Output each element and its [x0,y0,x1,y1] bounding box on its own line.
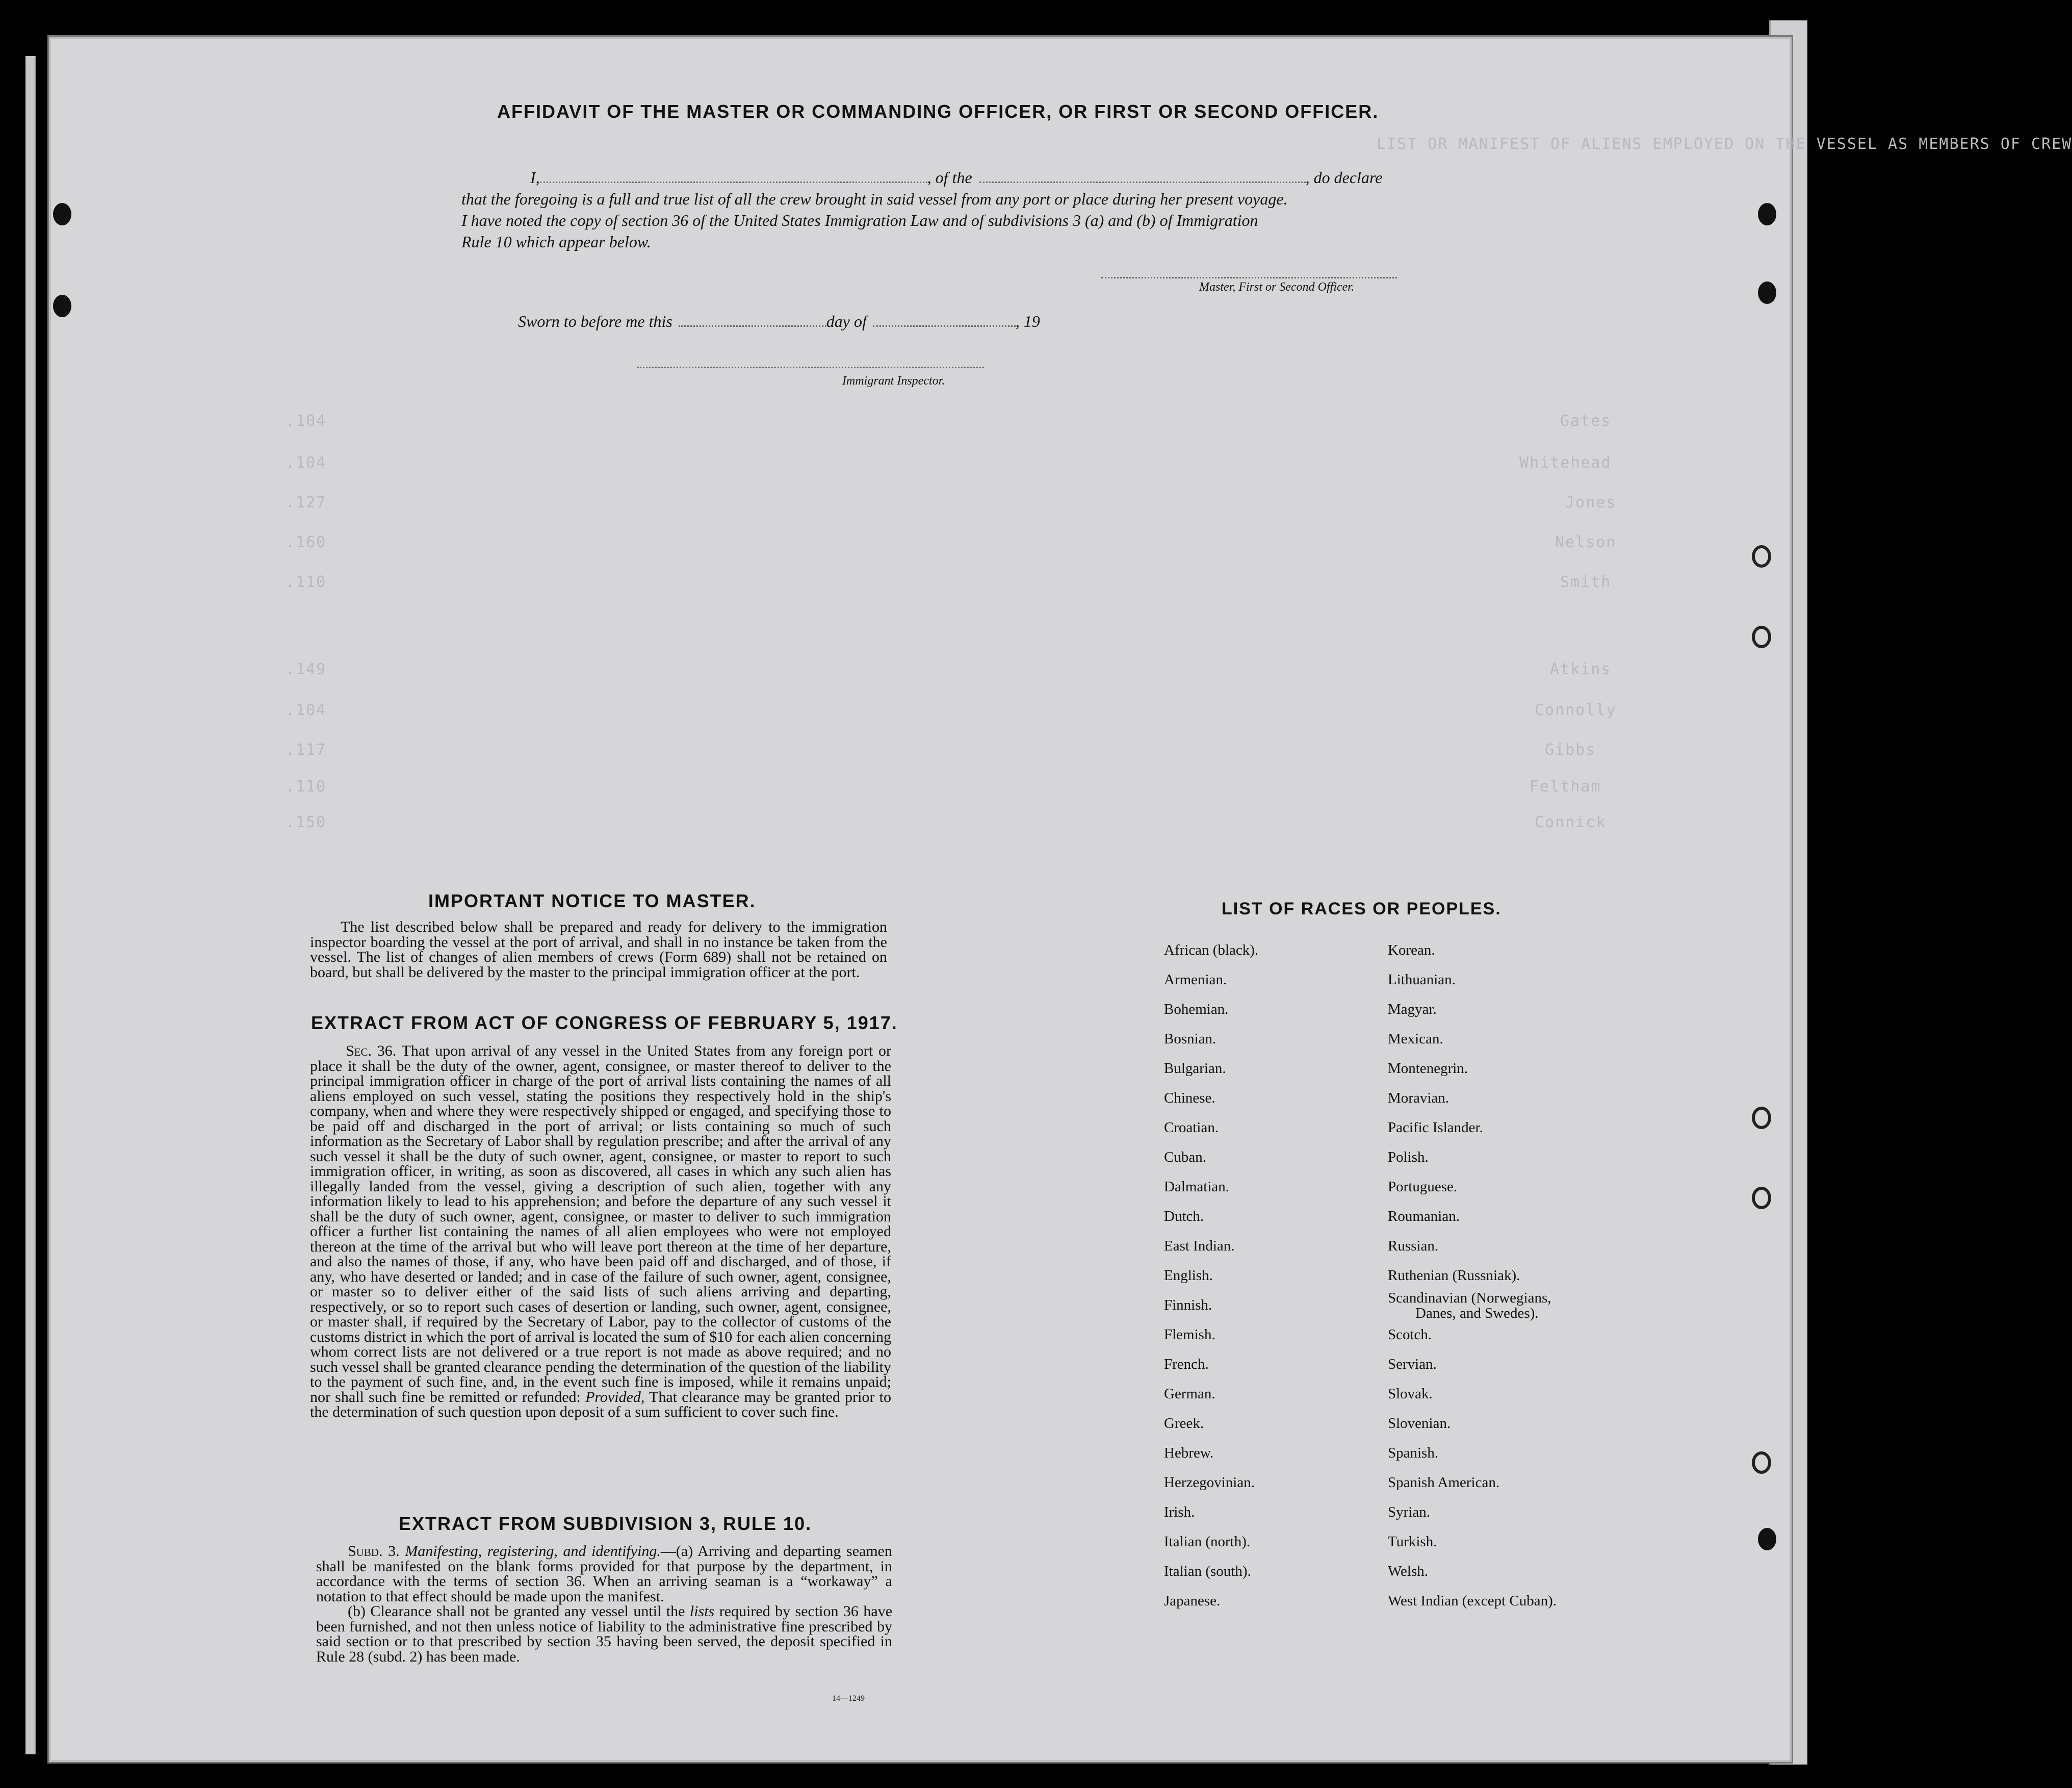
punch-hole [1758,282,1776,304]
punch-hole [1752,1187,1771,1209]
provided-label: Provided, [585,1388,645,1406]
subd-label: Subd. 3. [348,1543,400,1560]
subd-text-a: —(a) Arriving and departing seamen shall be manifested on the blank forms provided for that purpose by the department, in accordance with the terms of section 36. When an arriving seaman is a “workaway” a notation to that effect should be made upon the manifest. [316,1543,892,1605]
punch-hole [1752,545,1771,568]
sec-36-label: Sec. 36. [346,1042,397,1059]
race-item: Slovak. [1388,1386,1433,1402]
race-item: Japanese. [1164,1593,1221,1609]
race-item: Portuguese. [1388,1179,1458,1195]
name-blank[interactable] [540,181,927,183]
race-item: Flemish. [1164,1326,1215,1343]
race-item: Finnish. [1164,1297,1212,1313]
subd-lists-word: lists [689,1603,715,1620]
race-item: Russian. [1388,1238,1439,1254]
vessel-blank[interactable] [979,181,1306,183]
race-item: Spanish. [1388,1445,1439,1461]
rule-text [316,1544,892,1664]
race-item: Cuban. [1164,1149,1206,1165]
punch-hole [1752,1451,1771,1474]
rule-title: EXTRACT FROM SUBDIVISION 3, RULE 10. [399,1513,812,1534]
day-blank[interactable] [679,325,826,327]
act-title: EXTRACT FROM ACT OF CONGRESS OF FEBRUARY 5, 1917. [311,1012,898,1033]
do-declare-label: , do declare [1305,168,1383,187]
race-item: Dutch. [1164,1208,1204,1224]
race-item: Scotch. [1388,1326,1432,1343]
race-item: Croatian. [1164,1119,1219,1136]
sworn-label: Sworn to before me this [518,312,672,330]
race-item: Mexican. [1388,1031,1443,1047]
day-of-label: day of [826,312,867,330]
punch-hole [1758,203,1776,225]
race-item: Bulgarian. [1164,1060,1226,1077]
races-title: LIST OF RACES OR PEOPLES. [1222,899,1501,918]
race-item: East Indian. [1164,1238,1235,1254]
race-item: Bohemian. [1164,1001,1229,1017]
master-signature-blank[interactable] [1101,276,1397,278]
race-item: German. [1164,1386,1215,1402]
race-item: Servian. [1388,1356,1437,1372]
year-label: , 19 [1015,312,1040,330]
of-the-label: , of the [927,168,972,187]
sworn-line [518,312,1040,331]
sec-36-text-2: That clearance may be granted prior to the determination of such question upon deposit of a sum sufficient to cover such fine. [310,1388,892,1420]
rule-paragraph-a [316,1544,892,1604]
race-item: Irish. [1164,1504,1195,1520]
punch-hole [1752,626,1771,648]
act-text [310,1043,891,1420]
adjacent-page-edge-left [25,56,36,1754]
race-item: Pacific Islander. [1388,1119,1483,1136]
race-item: Italian (south). [1164,1563,1251,1579]
race-item: Roumanian. [1388,1208,1460,1224]
notice-title: IMPORTANT NOTICE TO MASTER. [428,890,756,911]
race-item: Armenian. [1164,972,1227,988]
document-page [49,37,1792,1762]
race-item: Moravian. [1388,1090,1449,1106]
month-blank[interactable] [873,325,1016,327]
punch-hole [1758,1528,1776,1550]
master-signature-label: Master, First or Second Officer. [1199,280,1354,294]
race-item-continued: Danes, and Swedes). [1415,1305,1539,1321]
race-item: Chinese. [1164,1090,1215,1106]
race-item: Scandinavian (Norwegians, [1388,1290,1551,1306]
race-item: Italian (north). [1164,1534,1251,1550]
subd-text-b-1: (b) Clearance shall not be granted any vessel until the [348,1603,685,1620]
notice-text: The list described below shall be prepared and ready for delivery to the immigration inspector boarding the vessel at the port of arrival, and shall in no instance be taken from the vessel. The list of changes of alien members of crews (Form 689) shall not be retained on board, but shall be delivered by the master to the principal immigration officer at the port. [310,918,887,981]
inspector-signature-label: Immigrant Inspector. [842,374,945,388]
race-item: Welsh. [1388,1563,1429,1579]
race-item: Dalmatian. [1164,1179,1230,1195]
race-item: Turkish. [1388,1534,1437,1550]
punch-hole [53,295,71,317]
punch-hole [1752,1107,1771,1129]
race-item: Slovenian. [1388,1415,1451,1432]
race-item: Spanish American. [1388,1474,1500,1491]
race-item: Bosnian. [1164,1031,1216,1047]
race-item: West Indian (except Cuban). [1388,1593,1557,1609]
subd-heading: Manifesting, registering, and identifying. [405,1543,661,1560]
affidavit-line-4: Rule 10 which appear below. [461,233,651,251]
affidavit-declaration-line [530,168,1382,187]
subd-text-b-2: required by section 36 have been furnished, and not then unless notice of liability to the administrative fine prescribed by said section or to that prescribed by section 35 having been served, the deposit specified in Rule 28 (subd. 2) has been made. [316,1603,893,1665]
race-item: Korean. [1388,942,1435,958]
race-item: African (black). [1164,942,1259,958]
inspector-signature-blank[interactable] [637,366,984,368]
affidavit-line-2: that the foregoing is a full and true list of all the crew brought in said vessel from any port or place during her present voyage. [461,190,1288,208]
form-number: 14—1249 [832,1694,865,1703]
rule-paragraph-b [316,1604,892,1664]
affidavit-i-label: I, [530,168,540,187]
race-item: Polish. [1388,1149,1429,1165]
race-item: Greek. [1164,1415,1204,1432]
race-item: Syrian. [1388,1504,1430,1520]
race-item: Ruthenian (Russniak). [1388,1267,1520,1284]
affidavit-title: AFFIDAVIT OF THE MASTER OR COMMANDING OFFICER, OR FIRST OR SECOND OFFICER. [497,101,1379,122]
race-item: English. [1164,1267,1213,1284]
punch-hole [53,203,71,225]
affidavit-line-3: I have noted the copy of section 36 of the United States Immigration Law and of subdivisions 3 (a) and (b) of Immigration [461,211,1258,229]
race-item: Hebrew. [1164,1445,1214,1461]
race-item: French. [1164,1356,1209,1372]
race-item: Magyar. [1388,1001,1437,1017]
sec-36-text: That upon arrival of any vessel in the United States from any foreign port or place it shall be the duty of the owner, agent, consignee, or master thereof to deliver to the principal immigration officer in charge of the port of arrival lists containing the names of all aliens employed on such vessel, stating the positions they respectively hold in the ship's company, when and where they were respectively shipped or engaged, and specifying those to be paid off and discharged in the port of arrival; or lists containing so much of such information as the Secretary of Labor shall by regulation prescribe; and after the arrival of any such vessel it shall be the duty of such owner, agent, consignee, or master to report to such immigration officer, in writing, as soon as discovered, all cases in which any such alien has illegally landed from the vessel, giving a description of such alien, together with any information likely to lead to his apprehension; and before the departure of any such vessel it shall be the duty of such owner, agent, consignee, or master to deliver to such immigration officer a further list containing the names of all alien employees who were not employed thereon at the time of the arrival but who will leave port thereon at the time of her departure, and also the names of those, if any, who have been paid off and discharged, and of those, if any, who have deserted or landed; and in case of the failure of such owner, agent, consignee, or master so to deliver either of the said lists of such aliens arriving and departing, respectively, or so to report such cases of desertion or landing, such owner, agent, consignee, or master shall, if required by the Secretary of Labor, pay to the collector of customs of the customs district in which the port of arrival is located the sum of $10 for each alien concerning whom correct lists are not delivered or a true report is not made as above required; and no such vessel shall be granted clearance pending the determination of the question of the liability to the payment of such fine, and, in the event such fine is imposed, while it remains unpaid; nor shall such fine be remitted or refunded: [310,1042,891,1406]
race-item: Lithuanian. [1388,972,1456,988]
race-item: Montenegrin. [1388,1060,1468,1077]
race-item: Herzegovinian. [1164,1474,1255,1491]
